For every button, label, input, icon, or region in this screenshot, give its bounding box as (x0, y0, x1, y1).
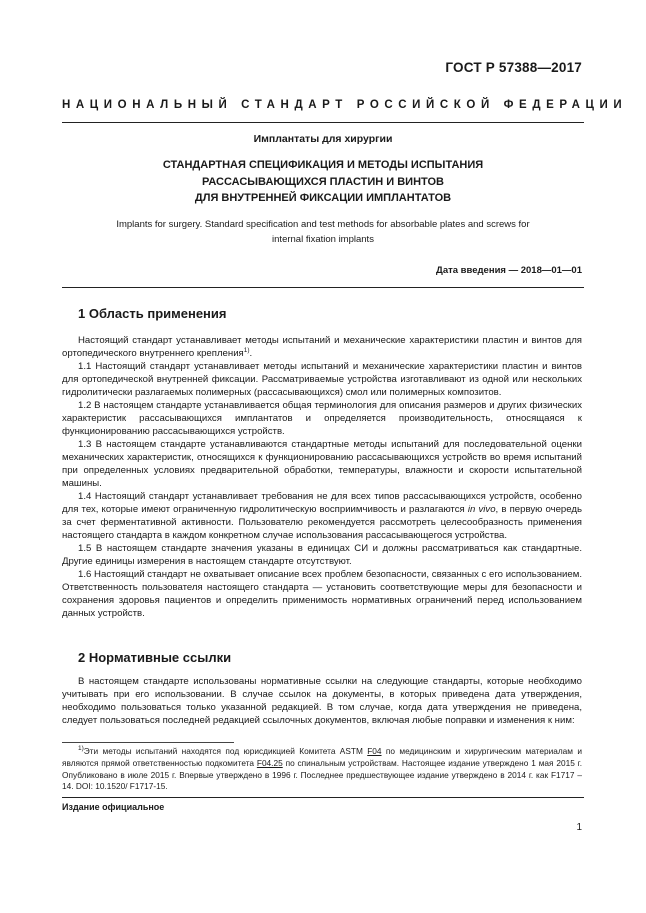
subcommittee-link[interactable]: F04.25 (256, 757, 283, 768)
official-edition-label: Издание официальное (62, 802, 165, 812)
national-standard-heading: НАЦИОНАЛЬНЫЙ СТАНДАРТ РОССИЙСКОЙ ФЕДЕРАЦИИ (62, 99, 628, 111)
paragraph: 1.3 В настоящем стандарте устанавливаются стандартные методы испытаний для последовательной оценки механических характеристик, относящихся к функционированию рассасывающихся устройств во время испытаний при определенных условиях предварительной обработки, температуры, влажности и скорости испытательной машины. (62, 439, 582, 489)
footnote-mark: 1) (78, 745, 84, 753)
section-2-body (62, 675, 582, 727)
section-1-body (62, 334, 582, 620)
title-line: ДЛЯ ВНУТРЕННЕЙ ФИКСАЦИИ ИМПЛАНТАТОВ (194, 192, 452, 204)
paragraph: Настоящий стандарт устанавливает методы испытаний и механические характеристики пластин и винтов для ортопедического внутреннего крепления$^{1)}$. (62, 335, 582, 359)
paragraph: 1.4 Настоящий стандарт устанавливает требования не для всех типов рассасывающихся устройств, особенно для тех, которые имеют ограниченную гидролитическую восприимчивость и разлагаются in vivo, в первую очередь за счет ферментативной активности. Пользователю рекомендуется рассмотреть целесообразность применения настоящего стандарта в каждом конкретном случае использования рассасывающегося устройства. (62, 491, 582, 541)
introduction-date: Дата введения — 2018—01—01 (436, 265, 582, 276)
footnote (62, 746, 582, 793)
footer-divider (62, 797, 584, 798)
title-en-line: internal fixation implants (272, 233, 374, 245)
document-title (62, 157, 584, 207)
title-line: РАССАСЫВАЮЩИХСЯ ПЛАСТИН И ВИНТОВ (202, 175, 444, 188)
title-en-line: Implants for surgery. Standard specification and test methods for absorbable plates and screws for (116, 219, 530, 230)
paragraph: В настоящем стандарте использованы нормативные ссылки на следующие стандарты, которые необходимо учитывать при его использовании. В случае ссылок на документы, в которых приведена дата утверждения, необходимо пользоваться только указанной редакцией. В том случае, когда дата утверждения не приведена, следует пользоваться последней редакцией ссылочных документов, включая любые поправки и изменения к ним: (62, 676, 582, 726)
section-2-heading: 2 Нормативные ссылки (78, 650, 232, 665)
document-title-english (62, 218, 584, 247)
paragraph: 1.6 Настоящий стандарт не охватывает описание всех проблем безопасности, связанных с его использованием. Ответственность пользователя настоящего стандарта — установить соответствующие меры для безопасности и сохранения здоровья пациентов и определить применимость нормативных ограничений перед использованием данных устройств. (62, 569, 582, 619)
page-number: 1 (576, 822, 582, 833)
header-divider (62, 122, 584, 123)
paragraph: 1.1 Настоящий стандарт устанавливает методы испытаний и механические характеристики пластин и винтов для ортопедической внутренней фиксации. Рассматриваемые устройства изготавливают из одной или нескольких гидролитически разлагаемых полимерных (рассасывающихся) смол или полимерных композитов. (62, 361, 582, 398)
paragraph: 1.5 В настоящем стандарте значения указаны в единицах СИ и должны рассматриваться как стандартные. Другие единицы измерения в настоящем стандарте отсутствуют. (62, 543, 582, 567)
document-subject: Имплантаты для хирургии (253, 133, 393, 145)
footnote-reference[interactable]: 1) (243, 346, 250, 354)
date-divider (62, 287, 584, 288)
footnote-divider (62, 742, 234, 743)
footnote-text: $^{1)}$Эти методы испытаний находятся под юрисдикцией Комитета ASTM F04 по медицинским и хирургическим материалам и являются прямой ответственностью подкомитета F04.25 по спинальным устройствам. Настоящее издание утверждено 1 мая 2015 г. Опубликовано в июле 2015 г. Впервые утверждено в 1996 г. Последнее предшествующее издание утверждено в 2014 г. как F1717 – 14. DOI: 10.1520/ F1717-15. (62, 745, 582, 792)
committee-link[interactable]: F04 (367, 746, 382, 756)
paragraph: 1.2 В настоящем стандарте устанавливается общая терминология для описания размеров и других физических характеристик рассасывающихся имплантатов и определяется производительность, относящаяся к функционированию рассасывающихся устройств. (62, 400, 582, 437)
section-1-heading: 1 Область применения (78, 306, 227, 321)
standard-number: ГОСТ Р 57388—2017 (445, 60, 582, 75)
title-line: СТАНДАРТНАЯ СПЕЦИФИКАЦИЯ И МЕТОДЫ ИСПЫТАНИЯ (162, 159, 484, 171)
